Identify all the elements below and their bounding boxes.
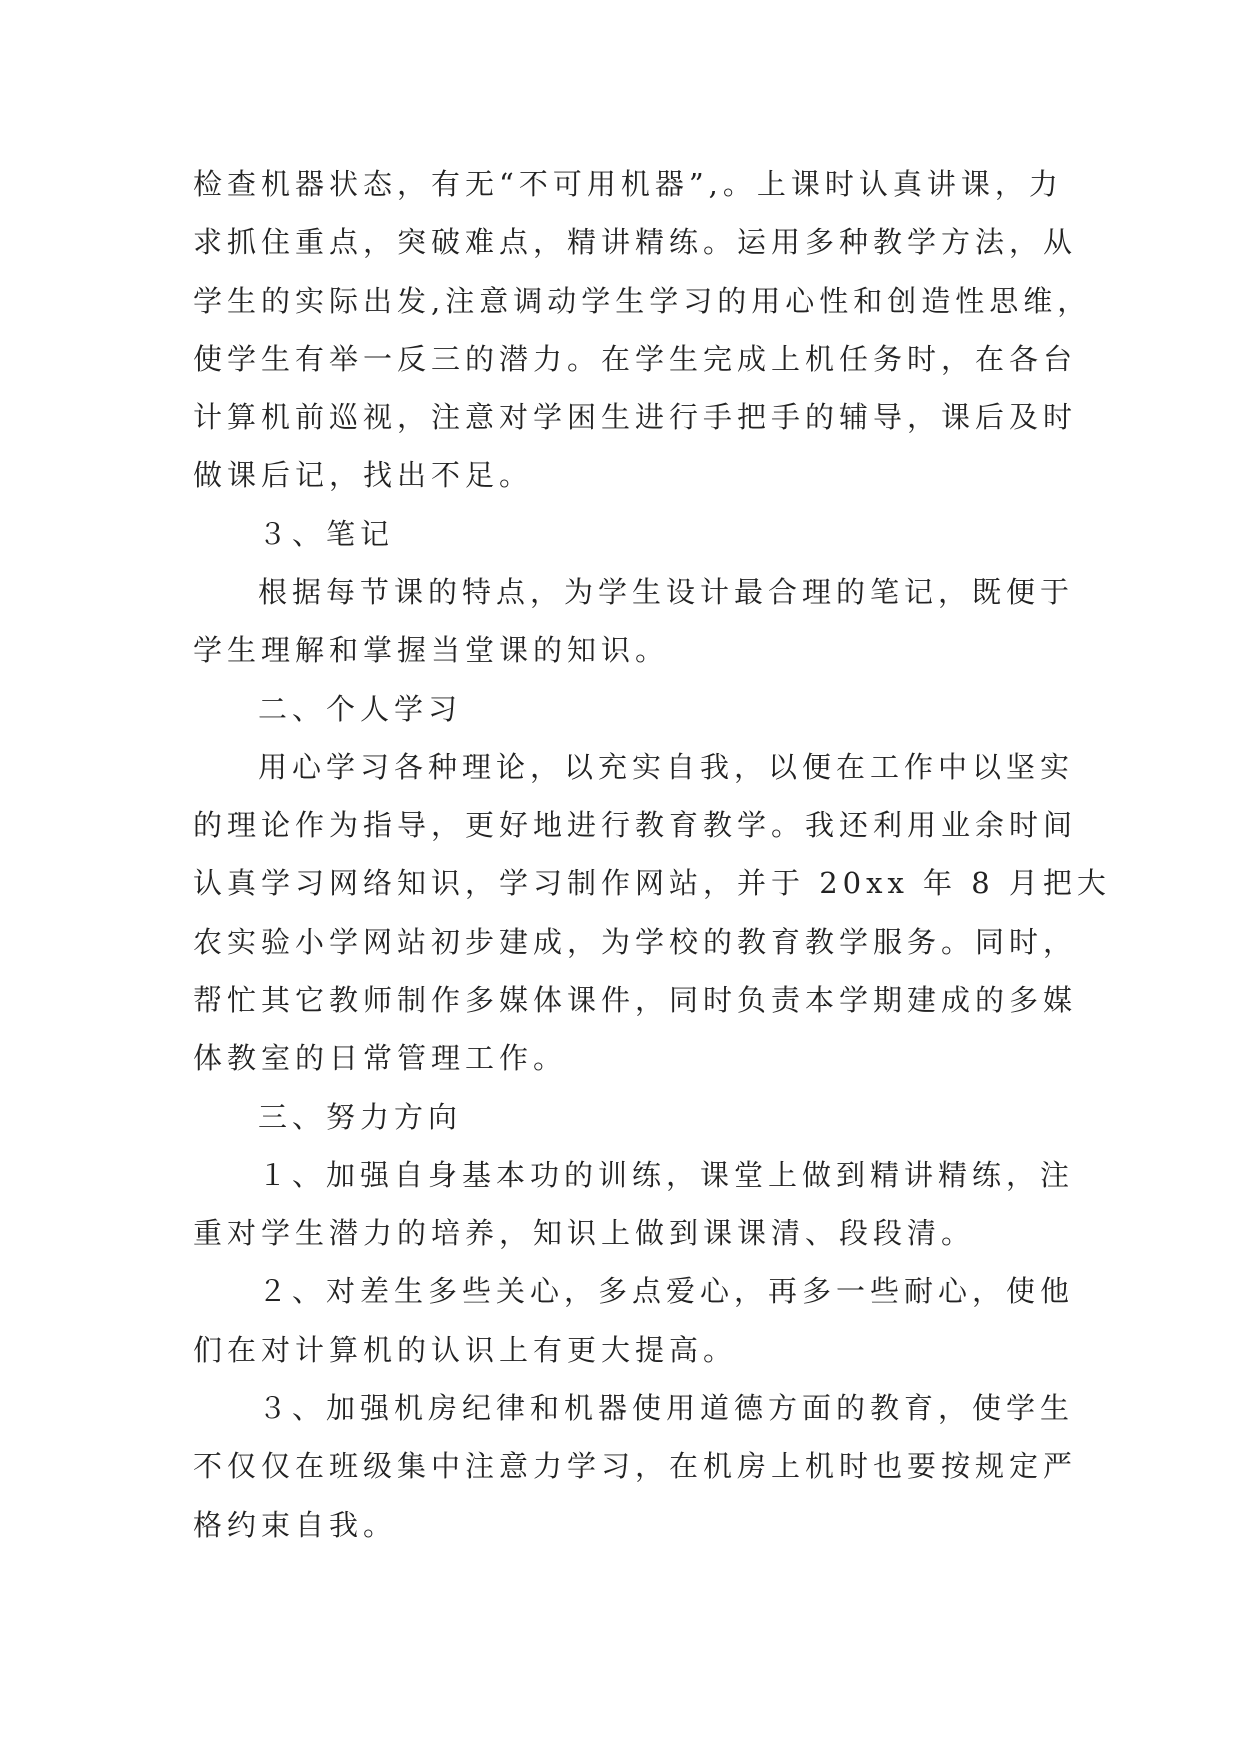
text-line: 们在对计算机的认识上有更大提高。: [193, 1333, 738, 1367]
text-line: 体教室的日常管理工作。: [193, 1041, 568, 1075]
text-line: 农实验小学网站初步建成，为学校的教育教学服务。同时，: [193, 925, 1078, 959]
text-line: 格约束自我。: [193, 1508, 398, 1542]
section-heading: ３、笔记: [258, 517, 395, 551]
text-line: ２、对差生多些关心，多点爱心，再多一些耐心，使他: [258, 1274, 1075, 1308]
section-heading: 三、努力方向: [258, 1100, 463, 1134]
text-line: ３、加强机房纪律和机器使用道德方面的教育，使学生: [258, 1391, 1075, 1425]
text-line: 帮忙其它教师制作多媒体课件，同时负责本学期建成的多媒: [193, 983, 1078, 1017]
text-line: 使学生有举一反三的潜力。在学生完成上机任务时，在各台: [193, 342, 1078, 376]
text-line: １、加强自身基本功的训练，课堂上做到精讲精练，注: [258, 1158, 1075, 1192]
text-line: 认真学习网络知识，学习制作网站，并于 20xx 年 8 月把大: [193, 866, 1111, 900]
text-line: 学生理解和掌握当堂课的知识。: [193, 633, 670, 667]
text-line: 计算机前巡视，注意对学困生进行手把手的辅导，课后及时: [193, 400, 1078, 434]
text-line: 重对学生潜力的培养，知识上做到课课清、段段清。: [193, 1216, 976, 1250]
text-line: 不仅仅在班级集中注意力学习，在机房上机时也要按规定严: [193, 1449, 1078, 1483]
text-line: 学生的实际出发,注意调动学生学习的用心性和创造性思维，: [193, 284, 1092, 318]
text-line: 根据每节课的特点，为学生设计最合理的笔记，既便于: [258, 575, 1075, 609]
text-line: 做课后记，找出不足。: [193, 458, 534, 492]
text-line: 用心学习各种理论，以充实自我，以便在工作中以坚实: [258, 750, 1075, 784]
text-line: 检查机器状态，有无“不可用机器”,。上课时认真讲课，力: [193, 167, 1063, 201]
section-heading: 二、个人学习: [258, 692, 463, 726]
text-line: 求抓住重点，突破难点，精讲精练。运用多种教学方法，从: [193, 225, 1078, 259]
text-line: 的理论作为指导，更好地进行教育教学。我还利用业余时间: [193, 808, 1078, 842]
